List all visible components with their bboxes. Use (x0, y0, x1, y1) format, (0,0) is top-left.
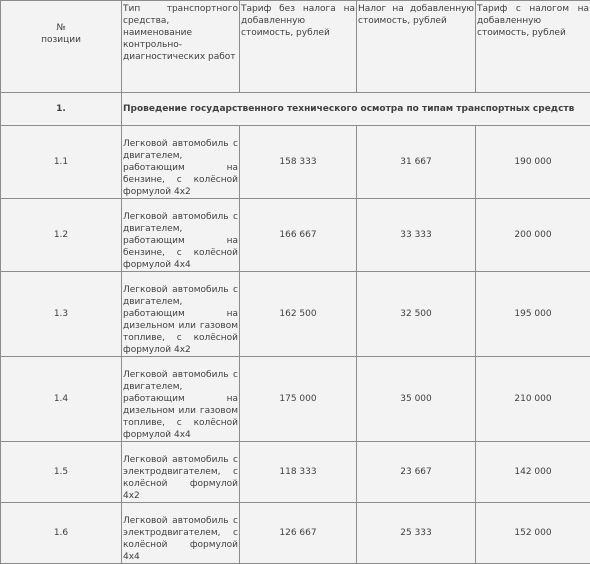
row-total: 195 000 (476, 272, 590, 357)
row-vat: 25 333 (357, 503, 476, 564)
table-row (1, 503, 590, 564)
header-position-number: № позиции (1, 1, 122, 93)
row-tariff: 166 667 (240, 199, 357, 272)
row-vehicle-type: Легковой автомобиль с двигателем, работающим на бензине, с колёсной формулой 4х4 (122, 199, 240, 272)
row-vat: 32 500 (357, 272, 476, 357)
header-vehicle-type: Тип транспортного средства, наименование контрольно-диагностических работ (122, 1, 240, 93)
header-tariff-without-vat: Тариф без налога на добавленную стоимость, рублей (240, 1, 357, 93)
section-row (1, 93, 590, 126)
header-vat: Налог на добавленную стоимость, рублей (357, 1, 476, 93)
table-row (1, 272, 590, 357)
row-number: 1.6 (1, 503, 122, 564)
row-tariff: 175 000 (240, 357, 357, 442)
row-vehicle-type: Легковой автомобиль с электродвигателем, с колёсной формулой 4х4 (122, 503, 240, 564)
row-vehicle-type: Легковой автомобиль с электродвигателем, с колёсной формулой 4х2 (122, 442, 240, 503)
row-total: 142 000 (476, 442, 590, 503)
table-row (1, 199, 590, 272)
row-tariff: 158 333 (240, 126, 357, 199)
table-row (1, 126, 590, 199)
row-vat: 33 333 (357, 199, 476, 272)
row-number: 1.4 (1, 357, 122, 442)
row-vat: 35 000 (357, 357, 476, 442)
row-total: 210 000 (476, 357, 590, 442)
table-row (1, 442, 590, 503)
row-total: 200 000 (476, 199, 590, 272)
table-header-row (1, 1, 590, 93)
header-tariff-with-vat: Тариф с налогом на добавленную стоимость, рублей (476, 1, 590, 93)
row-number: 1.3 (1, 272, 122, 357)
table-row (1, 357, 590, 442)
row-number: 1.1 (1, 126, 122, 199)
row-vehicle-type: Легковой автомобиль с двигателем, работающим на бензине, с колёсной формулой 4х2 (122, 126, 240, 199)
row-number: 1.5 (1, 442, 122, 503)
row-vat: 23 667 (357, 442, 476, 503)
row-vat: 31 667 (357, 126, 476, 199)
section-title: Проведение государственного технического осмотра по типам транспортных средств (122, 93, 590, 126)
row-tariff: 162 500 (240, 272, 357, 357)
row-total: 152 000 (476, 503, 590, 564)
row-tariff: 118 333 (240, 442, 357, 503)
row-tariff: 126 667 (240, 503, 357, 564)
row-total: 190 000 (476, 126, 590, 199)
row-vehicle-type: Легковой автомобиль с двигателем, работающим на дизельном или газовом топливе, с колёсной формулой 4х4 (122, 357, 240, 442)
row-number: 1.2 (1, 199, 122, 272)
row-vehicle-type: Легковой автомобиль с двигателем, работающим на дизельном или газовом топливе, с колёсной формулой 4х2 (122, 272, 240, 357)
section-number: 1. (1, 93, 122, 126)
